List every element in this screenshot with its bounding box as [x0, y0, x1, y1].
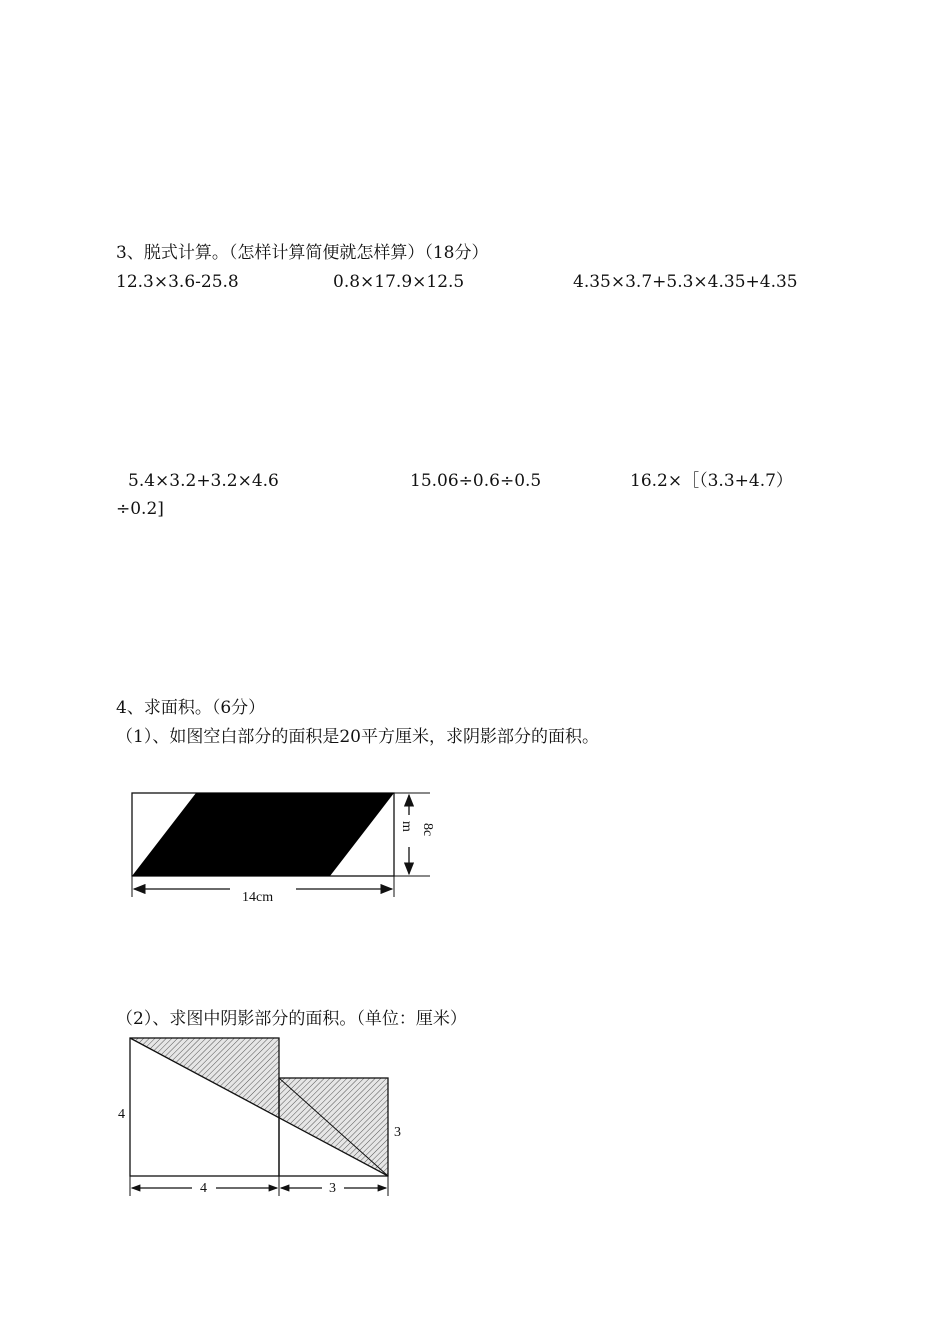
section4-heading: 4、求面积。（6分） [116, 698, 266, 718]
expression-5: 15.06÷0.6÷0.5 [410, 471, 542, 491]
question-2-text: （2）、求图中阴影部分的面积。（单位：厘米） [116, 1009, 467, 1029]
expression-6: 16.2×［（3.3+4.7） [630, 471, 793, 491]
label-width: 14cm [242, 890, 274, 905]
expression-6-continued: ÷0.2] [116, 499, 164, 519]
figure-parallelogram [120, 785, 440, 915]
label-right-side: 3 [394, 1125, 401, 1140]
label-bottom-right: 3 [329, 1181, 336, 1196]
label-height-b: m [399, 821, 414, 832]
expression-1: 12.3×3.6-25.8 [116, 272, 239, 292]
expression-3: 4.35×3.7+5.3×4.35+4.35 [573, 272, 798, 292]
label-height-a: 8c [420, 823, 435, 837]
label-left-side: 4 [118, 1107, 125, 1122]
question-1-text: （1）、如图空白部分的面积是20平方厘米，求阴影部分的面积。 [116, 727, 599, 747]
expression-2: 0.8×17.9×12.5 [333, 272, 465, 292]
expression-4: 5.4×3.2+3.2×4.6 [128, 471, 279, 491]
figure-two-squares [112, 1030, 412, 1215]
shaded-parallelogram [132, 793, 394, 876]
label-bottom-left: 4 [200, 1181, 207, 1196]
section3-heading: 3、脱式计算。（怎样计算简便就怎样算）（18分） [116, 243, 489, 263]
